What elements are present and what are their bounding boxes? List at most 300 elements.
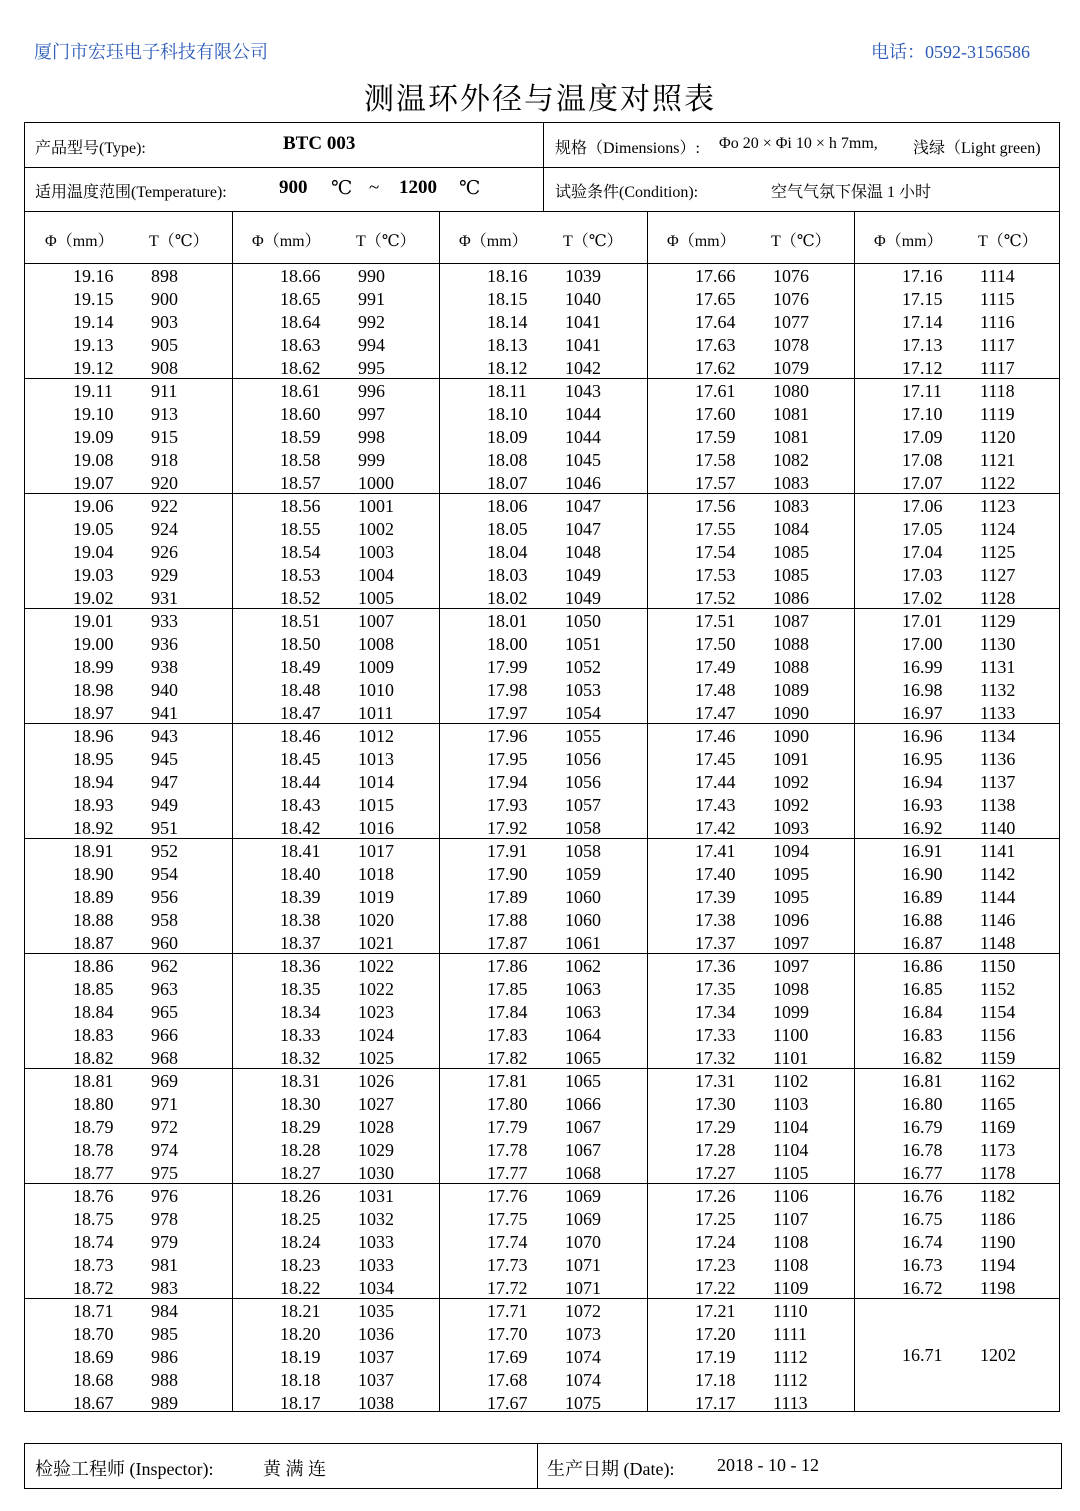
diameter-cell: 18.40 <box>280 864 321 884</box>
temperature-cell: 1087 <box>773 611 809 631</box>
temperature-cell: 940 <box>151 680 178 700</box>
diameter-cell: 18.59 <box>280 427 321 447</box>
diameter-cell: 19.10 <box>73 404 114 424</box>
temperature-cell: 1088 <box>773 634 809 654</box>
diameter-cell: 17.85 <box>487 979 528 999</box>
company-name: 厦门市宏珏电子科技有限公司 <box>34 42 268 62</box>
temperature-cell: 962 <box>151 956 178 976</box>
temperature-cell: 1075 <box>565 1393 601 1413</box>
temperature-cell: 947 <box>151 772 178 792</box>
temperature-cell: 1173 <box>980 1140 1016 1160</box>
temperature-cell: 1005 <box>358 588 394 608</box>
temperature-cell: 1037 <box>358 1370 394 1390</box>
temperature-cell: 1071 <box>565 1255 601 1275</box>
temperature-cell: 1132 <box>980 680 1016 700</box>
temperature-cell: 1008 <box>358 634 394 654</box>
diameter-cell: 17.74 <box>487 1232 528 1252</box>
diameter-cell: 18.99 <box>73 657 114 677</box>
temperature-cell: 1015 <box>358 795 394 815</box>
page-title: 测温环外径与温度对照表 <box>364 82 716 117</box>
temperature-cell: 1035 <box>358 1301 394 1321</box>
diameter-cell: 18.02 <box>487 588 528 608</box>
diameter-cell: 17.49 <box>695 657 736 677</box>
diameter-cell: 17.47 <box>695 703 736 723</box>
diameter-cell: 17.35 <box>695 979 736 999</box>
temperature-cell: 1029 <box>358 1140 394 1160</box>
diameter-cell: 17.37 <box>695 933 736 953</box>
temperature-cell: 963 <box>151 979 178 999</box>
temperature-cell: 1036 <box>358 1324 394 1344</box>
temperature-cell: 1013 <box>358 749 394 769</box>
diameter-cell: 17.91 <box>487 841 528 861</box>
diameter-cell: 18.84 <box>73 1002 114 1022</box>
diameter-cell: 18.17 <box>280 1393 321 1413</box>
date-label: 生产日期 (Date): <box>547 1459 675 1479</box>
diameter-cell: 18.28 <box>280 1140 321 1160</box>
diameter-cell: 17.67 <box>487 1393 528 1413</box>
temperature-cell: 1030 <box>358 1163 394 1183</box>
temperature-cell: 933 <box>151 611 178 631</box>
temperature-cell: 1007 <box>358 611 394 631</box>
diameter-cell: 17.36 <box>695 956 736 976</box>
temperature-cell: 918 <box>151 450 178 470</box>
temperature-cell: 1044 <box>565 404 601 424</box>
diameter-cell: 18.49 <box>280 657 321 677</box>
diameter-cell: 18.58 <box>280 450 321 470</box>
diameter-cell: 17.75 <box>487 1209 528 1229</box>
diameter-cell: 18.77 <box>73 1163 114 1183</box>
temperature-cell: 1154 <box>980 1002 1016 1022</box>
diameter-cell: 18.18 <box>280 1370 321 1390</box>
temperature-cell: 965 <box>151 1002 178 1022</box>
temperature-cell: 1061 <box>565 933 601 953</box>
temperature-cell: 1156 <box>980 1025 1016 1045</box>
temperature-cell: 1018 <box>358 864 394 884</box>
temperature-cell: 1077 <box>773 312 809 332</box>
temperature-cell: 1081 <box>773 404 809 424</box>
diameter-cell: 18.46 <box>280 726 321 746</box>
temperature-cell: 1040 <box>565 289 601 309</box>
temperature-cell: 1078 <box>773 335 809 355</box>
temperature-cell: 1099 <box>773 1002 809 1022</box>
diameter-cell: 19.09 <box>73 427 114 447</box>
temperature-cell: 1119 <box>980 404 1015 424</box>
temperature-cell: 931 <box>151 588 178 608</box>
temperature-cell: 1169 <box>980 1117 1016 1137</box>
temperature-cell: 1004 <box>358 565 394 585</box>
diameter-cell: 17.10 <box>902 404 943 424</box>
diameter-cell: 17.07 <box>902 473 943 493</box>
diameter-cell: 18.15 <box>487 289 528 309</box>
temperature-cell: 1098 <box>773 979 809 999</box>
diameter-cell: 16.93 <box>902 795 943 815</box>
temperature-cell: 956 <box>151 887 178 907</box>
diameter-cell: 16.94 <box>902 772 943 792</box>
diameter-cell: 18.36 <box>280 956 321 976</box>
diameter-cell: 18.34 <box>280 1002 321 1022</box>
diameter-cell: 17.51 <box>695 611 736 631</box>
temperature-cell: 1076 <box>773 266 809 286</box>
column-header-diameter: Φ（mm） <box>45 233 114 250</box>
temperature-cell: 908 <box>151 358 178 378</box>
temperature-cell: 1062 <box>565 956 601 976</box>
temperature-cell: 1109 <box>773 1278 809 1298</box>
diameter-cell: 18.60 <box>280 404 321 424</box>
diameter-cell: 17.86 <box>487 956 528 976</box>
temperature-cell: 1072 <box>565 1301 601 1321</box>
temperature-cell: 1122 <box>980 473 1016 493</box>
temperature-cell: 1095 <box>773 887 809 907</box>
temperature-cell: 1112 <box>773 1370 808 1390</box>
temperature-cell: 988 <box>151 1370 178 1390</box>
temperature-cell: 1137 <box>980 772 1016 792</box>
diameter-cell: 19.07 <box>73 473 114 493</box>
diameter-cell: 18.83 <box>73 1025 114 1045</box>
temperature-cell: 1026 <box>358 1071 394 1091</box>
diameter-cell: 18.53 <box>280 565 321 585</box>
temperature-label: 适用温度范围(Temperature): <box>35 184 227 201</box>
diameter-cell: 17.42 <box>695 818 736 838</box>
diameter-cell: 18.62 <box>280 358 321 378</box>
temperature-cell: 911 <box>151 381 178 401</box>
diameter-cell: 18.78 <box>73 1140 114 1160</box>
diameter-cell: 17.79 <box>487 1117 528 1137</box>
temperature-cell: 1033 <box>358 1232 394 1252</box>
temperature-cell: 1014 <box>358 772 394 792</box>
diameter-cell: 17.43 <box>695 795 736 815</box>
diameter-cell: 19.14 <box>73 312 114 332</box>
temperature-cell: 1150 <box>980 956 1016 976</box>
diameter-cell: 18.16 <box>487 266 528 286</box>
diameter-cell: 18.23 <box>280 1255 321 1275</box>
diameter-cell: 18.25 <box>280 1209 321 1229</box>
temperature-cell: 1142 <box>980 864 1016 884</box>
temperature-cell: 1053 <box>565 680 601 700</box>
diameter-cell: 17.62 <box>695 358 736 378</box>
diameter-cell: 17.25 <box>695 1209 736 1229</box>
temperature-cell: 998 <box>358 427 385 447</box>
temperature-cell: 1060 <box>565 910 601 930</box>
temperature-cell: 1037 <box>358 1347 394 1367</box>
temperature-cell: 915 <box>151 427 178 447</box>
temperature-cell: 992 <box>358 312 385 332</box>
temperature-cell: 1051 <box>565 634 601 654</box>
diameter-cell: 17.57 <box>695 473 736 493</box>
diameter-cell: 17.90 <box>487 864 528 884</box>
diameter-cell: 18.32 <box>280 1048 321 1068</box>
temperature-cell: 1186 <box>980 1209 1016 1229</box>
diameter-cell: 17.39 <box>695 887 736 907</box>
temperature-cell: 1131 <box>980 657 1016 677</box>
diameter-cell: 17.19 <box>695 1347 736 1367</box>
diameter-cell: 17.92 <box>487 818 528 838</box>
diameter-cell: 17.24 <box>695 1232 736 1252</box>
temperature-cell: 1089 <box>773 680 809 700</box>
temperature-cell: 929 <box>151 565 178 585</box>
temperature-cell: 1064 <box>565 1025 601 1045</box>
diameter-cell: 17.98 <box>487 680 528 700</box>
temperature-unit: ℃ <box>331 178 353 199</box>
diameter-cell: 18.51 <box>280 611 321 631</box>
diameter-cell: 16.82 <box>902 1048 943 1068</box>
diameter-cell: 18.72 <box>73 1278 114 1298</box>
temperature-cell: 1074 <box>565 1347 601 1367</box>
diameter-cell: 18.85 <box>73 979 114 999</box>
temperature-cell: 1097 <box>773 956 809 976</box>
diameter-cell: 16.74 <box>902 1232 943 1252</box>
column-header-temperature: T（℃） <box>978 233 1038 250</box>
temperature-cell: 1002 <box>358 519 394 539</box>
date-value: 2018 - 10 - 12 <box>717 1455 819 1475</box>
diameter-cell: 17.87 <box>487 933 528 953</box>
diameter-cell: 18.48 <box>280 680 321 700</box>
temperature-cell: 1097 <box>773 933 809 953</box>
diameter-cell: 18.87 <box>73 933 114 953</box>
temperature-cell: 1134 <box>980 726 1016 746</box>
table-body <box>25 263 1059 1413</box>
info-row-temperature <box>25 167 1059 212</box>
diameter-cell: 16.71 <box>902 1345 943 1365</box>
temperature-cell: 1022 <box>358 956 394 976</box>
diameter-cell: 18.66 <box>280 266 321 286</box>
temperature-cell: 1121 <box>980 450 1016 470</box>
temperature-cell: 1182 <box>980 1186 1016 1206</box>
temperature-cell: 1082 <box>773 450 809 470</box>
temperature-cell: 1110 <box>773 1301 808 1321</box>
diameter-cell: 17.45 <box>695 749 736 769</box>
temperature-cell: 1141 <box>980 841 1016 861</box>
temperature-cell: 1043 <box>565 381 601 401</box>
diameter-cell: 18.68 <box>73 1370 114 1390</box>
diameter-cell: 17.52 <box>695 588 736 608</box>
diameter-cell: 16.73 <box>902 1255 943 1275</box>
temperature-cell: 1138 <box>980 795 1016 815</box>
diameter-cell: 18.22 <box>280 1278 321 1298</box>
temperature-cell: 1041 <box>565 335 601 355</box>
diameter-cell: 18.70 <box>73 1324 114 1344</box>
temperature-cell: 1116 <box>980 312 1015 332</box>
diameter-cell: 18.89 <box>73 887 114 907</box>
temperature-cell: 903 <box>151 312 178 332</box>
diameter-cell: 16.80 <box>902 1094 943 1114</box>
diameter-cell: 18.76 <box>73 1186 114 1206</box>
temperature-cell: 1052 <box>565 657 601 677</box>
temperature-cell: 1133 <box>980 703 1016 723</box>
temperature-cell: 985 <box>151 1324 178 1344</box>
diameter-cell: 18.38 <box>280 910 321 930</box>
temperature-cell: 1069 <box>565 1209 601 1229</box>
temperature-cell: 898 <box>151 266 178 286</box>
temperature-cell: 978 <box>151 1209 178 1229</box>
diameter-cell: 16.86 <box>902 956 943 976</box>
temperature-cell: 1060 <box>565 887 601 907</box>
temperature-cell: 1076 <box>773 289 809 309</box>
diameter-cell: 17.70 <box>487 1324 528 1344</box>
temperature-cell: 1016 <box>358 818 394 838</box>
diameter-cell: 18.73 <box>73 1255 114 1275</box>
temperature-cell: 1108 <box>773 1255 809 1275</box>
diameter-cell: 18.63 <box>280 335 321 355</box>
temperature-separator: ~ <box>369 177 380 198</box>
temperature-cell: 1031 <box>358 1186 394 1206</box>
diameter-cell: 18.06 <box>487 496 528 516</box>
diameter-cell: 18.55 <box>280 519 321 539</box>
temperature-cell: 1073 <box>565 1324 601 1344</box>
diameter-cell: 17.09 <box>902 427 943 447</box>
temperature-cell: 1115 <box>980 289 1015 309</box>
diameter-cell: 17.23 <box>695 1255 736 1275</box>
diameter-cell: 17.61 <box>695 381 736 401</box>
temperature-cell: 1047 <box>565 519 601 539</box>
temperature-cell: 952 <box>151 841 178 861</box>
diameter-cell: 16.92 <box>902 818 943 838</box>
diameter-cell: 17.56 <box>695 496 736 516</box>
temperature-cell: 1025 <box>358 1048 394 1068</box>
temperature-cell: 1039 <box>565 266 601 286</box>
diameter-cell: 19.04 <box>73 542 114 562</box>
temperature-cell: 926 <box>151 542 178 562</box>
temperature-cell: 1046 <box>565 473 601 493</box>
diameter-cell: 17.34 <box>695 1002 736 1022</box>
temperature-cell: 1095 <box>773 864 809 884</box>
diameter-cell: 18.80 <box>73 1094 114 1114</box>
temperature-cell: 976 <box>151 1186 178 1206</box>
diameter-cell: 17.83 <box>487 1025 528 1045</box>
temperature-cell: 1003 <box>358 542 394 562</box>
temperature-cell: 1042 <box>565 358 601 378</box>
diameter-cell: 18.35 <box>280 979 321 999</box>
temperature-cell: 1117 <box>980 358 1015 378</box>
temperature-cell: 1071 <box>565 1278 601 1298</box>
diameter-cell: 17.11 <box>902 381 942 401</box>
diameter-cell: 17.96 <box>487 726 528 746</box>
diameter-cell: 19.06 <box>73 496 114 516</box>
temperature-cell: 1152 <box>980 979 1016 999</box>
temperature-cell: 1144 <box>980 887 1016 907</box>
diameter-cell: 18.39 <box>280 887 321 907</box>
temperature-cell: 913 <box>151 404 178 424</box>
temperature-cell: 1027 <box>358 1094 394 1114</box>
diameter-cell: 16.91 <box>902 841 943 861</box>
diameter-cell: 18.65 <box>280 289 321 309</box>
diameter-cell: 18.79 <box>73 1117 114 1137</box>
diameter-cell: 17.55 <box>695 519 736 539</box>
diameter-cell: 16.83 <box>902 1025 943 1045</box>
diameter-cell: 16.81 <box>902 1071 943 1091</box>
diameter-cell: 18.75 <box>73 1209 114 1229</box>
temperature-cell: 1067 <box>565 1117 601 1137</box>
temperature-cell: 1113 <box>773 1393 808 1413</box>
diameter-cell: 17.58 <box>695 450 736 470</box>
diameter-cell: 17.95 <box>487 749 528 769</box>
temperature-cell: 960 <box>151 933 178 953</box>
diameter-cell: 17.16 <box>902 266 943 286</box>
temperature-cell: 996 <box>358 381 385 401</box>
temperature-cell: 1033 <box>358 1255 394 1275</box>
diameter-cell: 16.88 <box>902 910 943 930</box>
temperature-cell: 1034 <box>358 1278 394 1298</box>
column-header-temperature: T（℃） <box>149 233 209 250</box>
diameter-cell: 17.05 <box>902 519 943 539</box>
temperature-cell: 1100 <box>773 1025 809 1045</box>
temperature-cell: 1128 <box>980 588 1016 608</box>
diameter-cell: 18.05 <box>487 519 528 539</box>
dimensions-label: 规格（Dimensions）: <box>555 140 700 157</box>
diameter-cell: 18.93 <box>73 795 114 815</box>
temperature-cell: 1124 <box>980 519 1016 539</box>
temperature-cell: 1047 <box>565 496 601 516</box>
diameter-cell: 17.54 <box>695 542 736 562</box>
diameter-cell: 16.90 <box>902 864 943 884</box>
diameter-cell: 18.14 <box>487 312 528 332</box>
temperature-cell: 1202 <box>980 1345 1016 1365</box>
diameter-cell: 17.94 <box>487 772 528 792</box>
diameter-cell: 18.45 <box>280 749 321 769</box>
diameter-cell: 17.69 <box>487 1347 528 1367</box>
temperature-cell: 979 <box>151 1232 178 1252</box>
diameter-cell: 16.79 <box>902 1117 943 1137</box>
temperature-cell: 1038 <box>358 1393 394 1413</box>
diameter-cell: 17.59 <box>695 427 736 447</box>
temperature-cell: 1111 <box>773 1324 807 1344</box>
diameter-cell: 17.40 <box>695 864 736 884</box>
diameter-cell: 18.10 <box>487 404 528 424</box>
temperature-cell: 1118 <box>980 381 1015 401</box>
dimensions-value: Φo 20 × Φi 10 × h 7mm, <box>719 135 878 152</box>
diameter-cell: 18.26 <box>280 1186 321 1206</box>
temperature-cell: 1041 <box>565 312 601 332</box>
temperature-cell: 1021 <box>358 933 394 953</box>
diameter-cell: 16.87 <box>902 933 943 953</box>
diameter-cell: 17.17 <box>695 1393 736 1413</box>
temperature-unit: ℃ <box>459 178 481 199</box>
diameter-cell: 17.28 <box>695 1140 736 1160</box>
temperature-cell: 1023 <box>358 1002 394 1022</box>
diameter-cell: 18.96 <box>73 726 114 746</box>
column-header-temperature: T（℃） <box>356 233 416 250</box>
temperature-cell: 1088 <box>773 657 809 677</box>
diameter-cell: 17.71 <box>487 1301 528 1321</box>
diameter-cell: 17.78 <box>487 1140 528 1160</box>
diameter-cell: 18.47 <box>280 703 321 723</box>
temperature-cell: 1011 <box>358 703 394 723</box>
diameter-cell: 17.00 <box>902 634 943 654</box>
temperature-cell: 1050 <box>565 611 601 631</box>
diameter-cell: 17.53 <box>695 565 736 585</box>
diameter-cell: 18.08 <box>487 450 528 470</box>
temperature-cell: 1032 <box>358 1209 394 1229</box>
temperature-cell: 1120 <box>980 427 1016 447</box>
temperature-cell: 1065 <box>565 1048 601 1068</box>
diameter-cell: 16.89 <box>902 887 943 907</box>
diameter-cell: 18.44 <box>280 772 321 792</box>
temperature-cell: 1069 <box>565 1186 601 1206</box>
temperature-cell: 1065 <box>565 1071 601 1091</box>
diameter-cell: 17.12 <box>902 358 943 378</box>
temperature-cell: 1057 <box>565 795 601 815</box>
temperature-cell: 1045 <box>565 450 601 470</box>
diameter-cell: 18.11 <box>487 381 527 401</box>
temperature-cell: 1020 <box>358 910 394 930</box>
temperature-cell: 1146 <box>980 910 1016 930</box>
temperature-cell: 1091 <box>773 749 809 769</box>
diameter-cell: 18.12 <box>487 358 528 378</box>
diameter-cell: 18.04 <box>487 542 528 562</box>
temperature-cell: 1085 <box>773 542 809 562</box>
diameter-cell: 17.06 <box>902 496 943 516</box>
diameter-cell: 18.31 <box>280 1071 321 1091</box>
temperature-cell: 1028 <box>358 1117 394 1137</box>
